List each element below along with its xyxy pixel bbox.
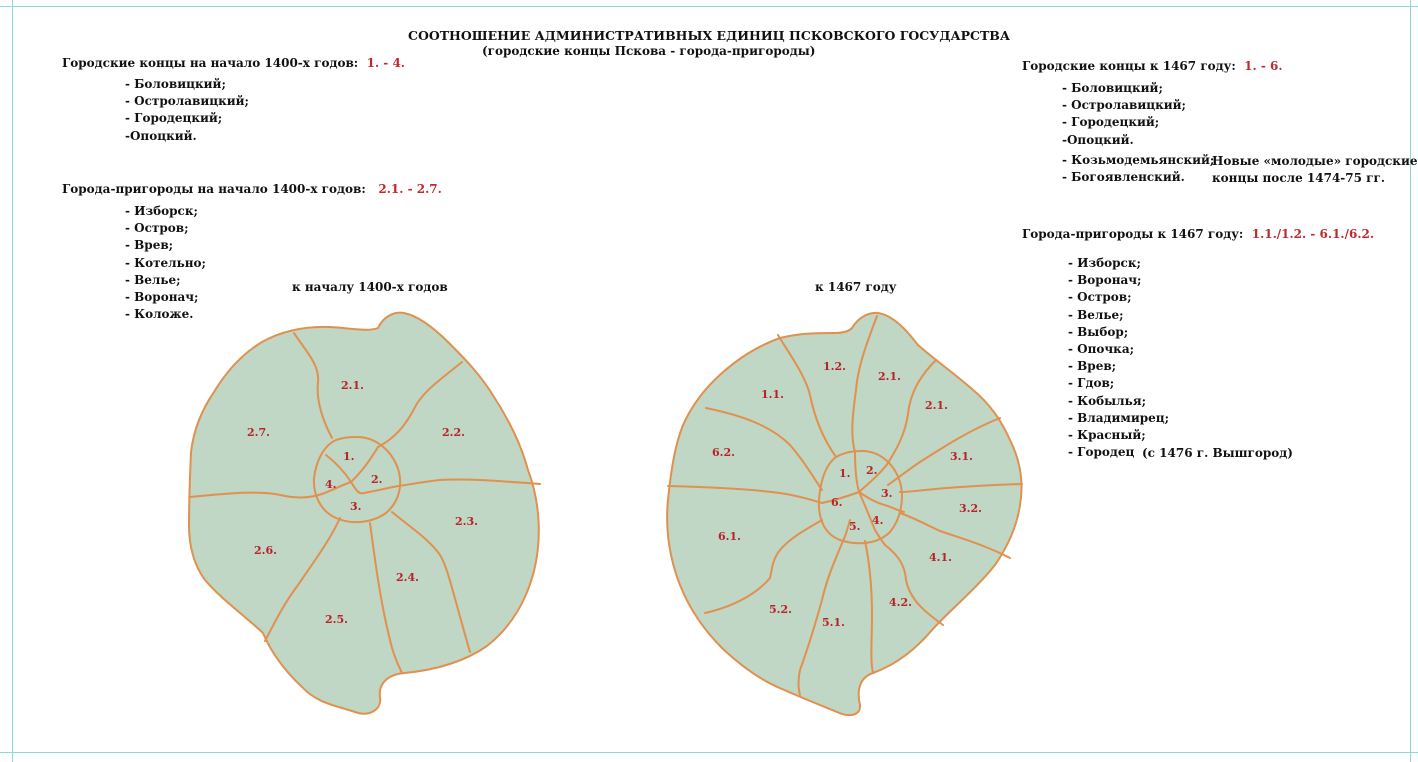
list-item: - Козьмодемьянский; <box>1062 153 1215 167</box>
right-ends-heading-text: Городские концы к 1467 году: <box>1022 59 1236 73</box>
right-label-6-1: 6.1. <box>718 530 741 543</box>
list-item: - Котельно; <box>125 255 206 270</box>
right-label-4: 4. <box>872 514 884 527</box>
list-item: - Остролавицкий; <box>1062 98 1186 113</box>
list-item: - Богоявленский. <box>1062 170 1185 185</box>
list-item: - Городецкий; <box>1062 115 1160 130</box>
left-ends-heading-text: Городские концы на начало 1400-х годов: <box>62 56 359 70</box>
left-map <box>189 313 540 714</box>
right-label-5-1: 5.1. <box>822 616 845 629</box>
left-map-caption: к началу 1400-х годов <box>292 280 448 294</box>
left-suburbs-range: 2.1. - 2.7. <box>378 182 442 196</box>
right-label-6: 6. <box>831 496 843 509</box>
right-new-note-line2: концы после 1474-75 гг. <box>1212 171 1386 185</box>
list-item: - Городец <box>1068 445 1135 460</box>
left-label-2-6: 2.6. <box>254 544 277 557</box>
right-label-6-2: 6.2. <box>712 446 735 459</box>
list-item: - Велье; <box>1068 307 1124 322</box>
page-subtitle: (городские концы Пскова - города-пригороды) <box>482 44 816 58</box>
right-suburbs-heading-text: Города-пригороды к 1467 году: <box>1022 227 1244 241</box>
list-item: - Гдов; <box>1068 376 1115 391</box>
list-item: - Красный; <box>1068 427 1146 442</box>
list-item: - Воронач; <box>1068 273 1142 288</box>
left-label-2-2: 2.2. <box>442 426 465 439</box>
right-label-3: 3. <box>881 487 893 500</box>
list-item: - Врев; <box>125 238 174 253</box>
left-label-2-7: 2.7. <box>247 426 270 439</box>
list-item: - Изборск; <box>1068 256 1141 270</box>
left-suburbs-heading-text: Города-пригороды на начало 1400-х годов: <box>62 182 366 196</box>
right-new-note-line1: Новые «молодые» городские <box>1212 154 1418 168</box>
left-label-2: 2. <box>371 473 383 486</box>
list-item: - Коложе. <box>125 307 194 322</box>
list-item: - Остролавицкий; <box>125 94 249 109</box>
list-item: - Боловицкий; <box>1062 81 1163 95</box>
right-label-2: 2. <box>866 464 878 477</box>
right-label-3-1: 3.1. <box>950 450 973 463</box>
list-item: - Выбор; <box>1068 324 1129 339</box>
right-label-1: 1. <box>839 467 851 480</box>
left-label-3: 3. <box>350 500 362 513</box>
list-item: - Кобылья; <box>1068 393 1147 408</box>
left-map-outline <box>189 313 539 714</box>
right-map-caption: к 1467 году <box>815 280 897 294</box>
left-label-4: 4. <box>325 478 337 491</box>
list-item: - Опочка; <box>1068 341 1135 356</box>
list-item: - Велье; <box>125 272 181 287</box>
left-label-1: 1. <box>343 450 355 463</box>
right-suburbs-range: 1.1./1.2. - 6.1./6.2. <box>1251 227 1375 241</box>
left-ends-range: 1. - 4. <box>366 56 405 70</box>
right-label-1-1: 1.1. <box>761 388 784 401</box>
right-label-4-2: 4.2. <box>889 596 912 609</box>
right-label-4-1: 4.1. <box>929 551 952 564</box>
list-item: -Опоцкий. <box>125 128 197 143</box>
list-item: - Городецкий; <box>125 111 223 126</box>
list-item: - Владимирец; <box>1068 410 1170 425</box>
right-ends-range: 1. - 6. <box>1244 59 1283 73</box>
list-item: - Врев; <box>1068 359 1117 374</box>
right-label-3-2: 3.2. <box>959 502 982 515</box>
left-label-2-4: 2.4. <box>396 571 419 584</box>
right-label-5: 5. <box>849 520 861 533</box>
left-label-2-1: 2.1. <box>341 379 364 392</box>
right-label-2-1-a: 2.1. <box>878 370 901 383</box>
list-item: -Опоцкий. <box>1062 132 1134 147</box>
list-item: - Остров; <box>1068 290 1132 305</box>
list-item: - Изборск; <box>125 204 198 218</box>
list-item: - Боловицкий; <box>125 77 226 91</box>
right-label-2-1-b: 2.1. <box>925 399 948 412</box>
left-label-2-5: 2.5. <box>325 613 348 626</box>
left-label-2-3: 2.3. <box>455 515 478 528</box>
right-label-1-2: 1.2. <box>823 360 846 373</box>
gorodets-note: (с 1476 г. Вышгород) <box>1142 446 1293 460</box>
page-title: СООТНОШЕНИЕ АДМИНИСТРАТИВНЫХ ЕДИНИЦ ПСКОВСКОГО ГОСУДАРСТВА <box>408 28 1011 43</box>
list-item: - Воронач; <box>125 289 199 304</box>
list-item: - Остров; <box>125 221 189 236</box>
right-label-5-2: 5.2. <box>769 603 792 616</box>
